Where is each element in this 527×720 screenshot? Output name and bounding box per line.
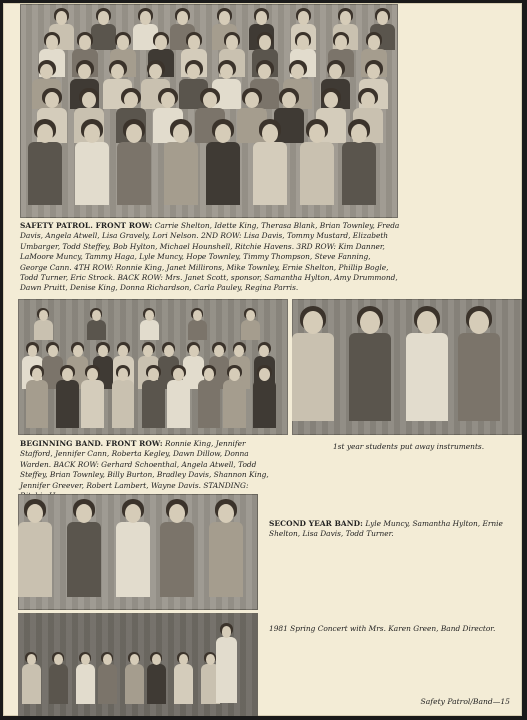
yearbook-page bbox=[3, 3, 522, 716]
second-year-band-caption: SECOND YEAR BAND: Lyle Muncy, Samantha Hylton, Ernie Shelton, Lisa Davis, Todd Turner. bbox=[269, 519, 503, 539]
first-year-caption: 1st year students put away instruments. bbox=[333, 442, 485, 451]
first-year-students-photo bbox=[292, 299, 522, 435]
page-folio: Safety Patrol/Band—15 bbox=[420, 697, 510, 706]
spring-concert-photo bbox=[18, 613, 258, 716]
beginning-band-caption: BEGINNING BAND. FRONT ROW: Ronnie King, Jennifer Stafford, Jennifer Cann, Roberta Kegley, Dawn Dillow, Donna Warden. BACK ROW: Gerhard Schoenthal, Angela Atwell, Todd Steffey, Brian Townley, Billy Burton, Bradley Davis, Shannon King, Jennifer Greever, Robert Lambert, Wayne Davis. STANDING: bbox=[20, 439, 269, 490]
second-year-band-photo bbox=[18, 494, 258, 610]
safety-patrol-photo bbox=[20, 4, 398, 218]
spring-concert-caption: 1981 Spring Concert with Mrs. Karen Green, Band Director. bbox=[269, 624, 496, 633]
beginning-band-photo bbox=[18, 299, 288, 435]
safety-patrol-caption: SAFETY PATROL. FRONT ROW: Carrie Shelton, Idette King, Therasa Blank, Brian Townley, Freda Davis, Angela Atwell, Lisa Gravely, Lori Nelson. 2ND ROW: Lisa Davis, Tommy Mustard, Elizabeth Umbarger, Todd Steffey, Bob Hylton, Michael Hounshell, Ritchie Havens. 3RD ROW: Kim Danner, LaMoore Muncy, Tammy Haga, Lyle Muncy, Hope Townley, Timmy Thompson, Steve Fanning, George Cann. 4TH ROW: Ronnie King, Janet Millirons, Mike Townley, Ernie Shelton, Phillip Bogle, Todd Turner, Eric Strock. BACK ROW: Mrs. Janet Scott, sponsor, Samantha Hylton, Amy Drummond, Dawn Pruitt, Denise King, Donna Richardson, Carla Pauley, Regina Parris. bbox=[20, 221, 400, 293]
